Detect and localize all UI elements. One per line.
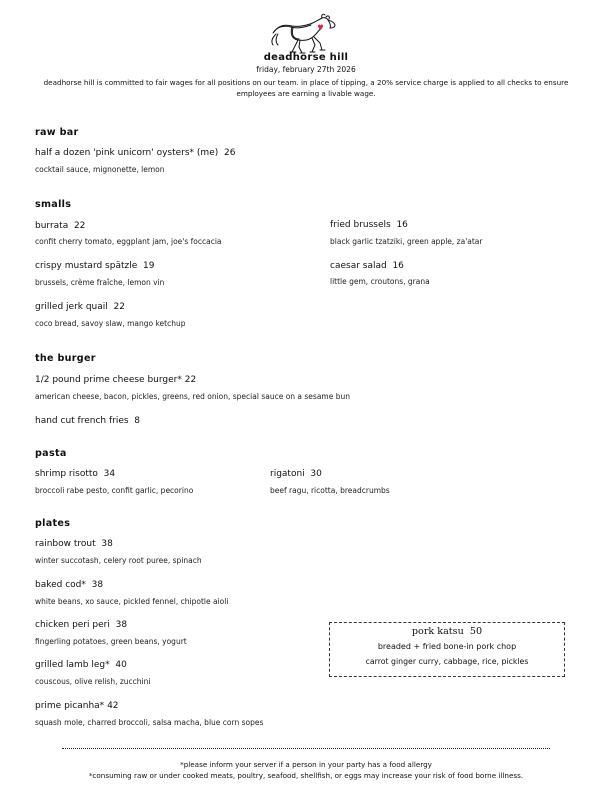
section-title-pasta: pasta xyxy=(35,448,67,459)
menu-item-desc: beef ragu, ricotta, breadcrumbs xyxy=(270,486,390,495)
menu-item-name: burrata 22 xyxy=(35,221,86,231)
restaurant-name: deadhorse hill xyxy=(263,52,349,63)
menu-item-name: prime picanha* 42 xyxy=(35,701,119,711)
menu-item-price: 30 xyxy=(310,469,322,479)
menu-item-desc: white beans, xo sauce, pickled fennel, chipotle aioli xyxy=(35,597,229,606)
menu-item-price: 22 xyxy=(184,375,197,385)
section-title-burger: the burger xyxy=(35,353,96,364)
menu-item-name: 1/2 pound prime cheese burger* 22 xyxy=(35,375,197,385)
special-box xyxy=(329,622,565,677)
menu-item-desc: little gem, croutons, grana xyxy=(330,277,430,286)
menu-item-price: 8 xyxy=(134,416,141,426)
menu-item-desc: black garlic tzatziki, green apple, za'atar xyxy=(330,237,483,246)
menu-item-desc: american cheese, bacon, pickles, greens, red onion, special sauce on a sesame bun xyxy=(35,392,350,401)
menu-item-price: 19 xyxy=(143,261,155,271)
menu-item-price: 34 xyxy=(103,469,116,479)
menu-item-name: crispy mustard spätzle 19 xyxy=(35,261,155,271)
section-title-smalls: smalls xyxy=(35,199,72,210)
menu-item-name: grilled lamb leg* 40 xyxy=(35,660,127,670)
menu-item-name: caesar salad 16 xyxy=(330,261,404,271)
service-charge-policy: deadhorse hill is committed to fair wages for all positions on our team. in place of tipping, a 20% service charge is applied to all checks to ensure employees are earning a livable wage. xyxy=(43,78,569,98)
menu-item-price: 16 xyxy=(392,261,404,271)
menu-item-name: half a dozen 'pink unicorn' oysters* (me) 26 xyxy=(35,148,236,158)
footer-divider xyxy=(62,748,550,749)
menu-item-desc: brussels, crème fraîche, lemon vin xyxy=(35,278,165,287)
menu-item-price: 38 xyxy=(101,539,113,549)
menu-item-name: shrimp risotto 34 xyxy=(35,469,116,479)
menu-item-name: rainbow trout 38 xyxy=(35,539,113,549)
menu-item-price: 38 xyxy=(115,620,128,630)
menu-item-desc: squash mole, charred broccoli, salsa macha, blue corn sopes xyxy=(35,718,264,727)
menu-item-price: 26 xyxy=(223,148,236,158)
special-price: 50 xyxy=(469,626,483,637)
menu-item-desc: cocktail sauce, mignonette, lemon xyxy=(35,165,165,174)
menu-item-price: 16 xyxy=(396,220,408,230)
menu-item-price: 22 xyxy=(113,302,125,312)
menu-item-name: grilled jerk quail 22 xyxy=(35,302,125,312)
menu-item-desc: fingerling potatoes, green beans, yogurt xyxy=(35,637,187,646)
menu-item-name: rigatoni 30 xyxy=(270,469,322,479)
menu-item-name: hand cut french fries 8 xyxy=(35,416,141,426)
special-line-1: breaded + fried bone-in pork chop xyxy=(377,642,517,651)
menu-item-name: baked cod* 38 xyxy=(35,580,104,590)
menu-item-desc: couscous, olive relish, zucchini xyxy=(35,677,151,686)
menu-item-price: 38 xyxy=(91,580,104,590)
allergy-notice: *please inform your server if a person in your party has a food allergy xyxy=(180,760,432,769)
menu-item-desc: broccoli rabe pesto, confit garlic, pecorino xyxy=(35,486,194,495)
special-title: pork katsu 50 xyxy=(411,626,483,637)
raw-food-warning: *consuming raw or under cooked meats, poultry, seafood, shellfish, or eggs may increase your risk of food borne illness. xyxy=(88,771,524,780)
menu-date: friday, february 27th 2026 xyxy=(256,65,356,74)
menu-item-desc: confit cherry tomato, eggplant jam, joe's foccacia xyxy=(35,237,222,246)
menu-item-desc: coco bread, savoy slaw, mango ketchup xyxy=(35,319,186,328)
menu-item-price: 40 xyxy=(115,660,127,670)
menu-item-name: chicken peri peri 38 xyxy=(35,620,128,630)
section-title-plates: plates xyxy=(35,518,71,529)
special-line-2: carrot ginger curry, cabbage, rice, pickles xyxy=(365,657,529,666)
menu-item-name: fried brussels 16 xyxy=(330,220,408,230)
section-title-raw-bar: raw bar xyxy=(35,127,79,138)
horse-logo xyxy=(268,12,342,56)
menu-item-desc: winter succotash, celery root puree, spinach xyxy=(35,556,202,565)
menu-item-price: 22 xyxy=(73,221,86,231)
menu-item-price: 42 xyxy=(107,701,119,711)
